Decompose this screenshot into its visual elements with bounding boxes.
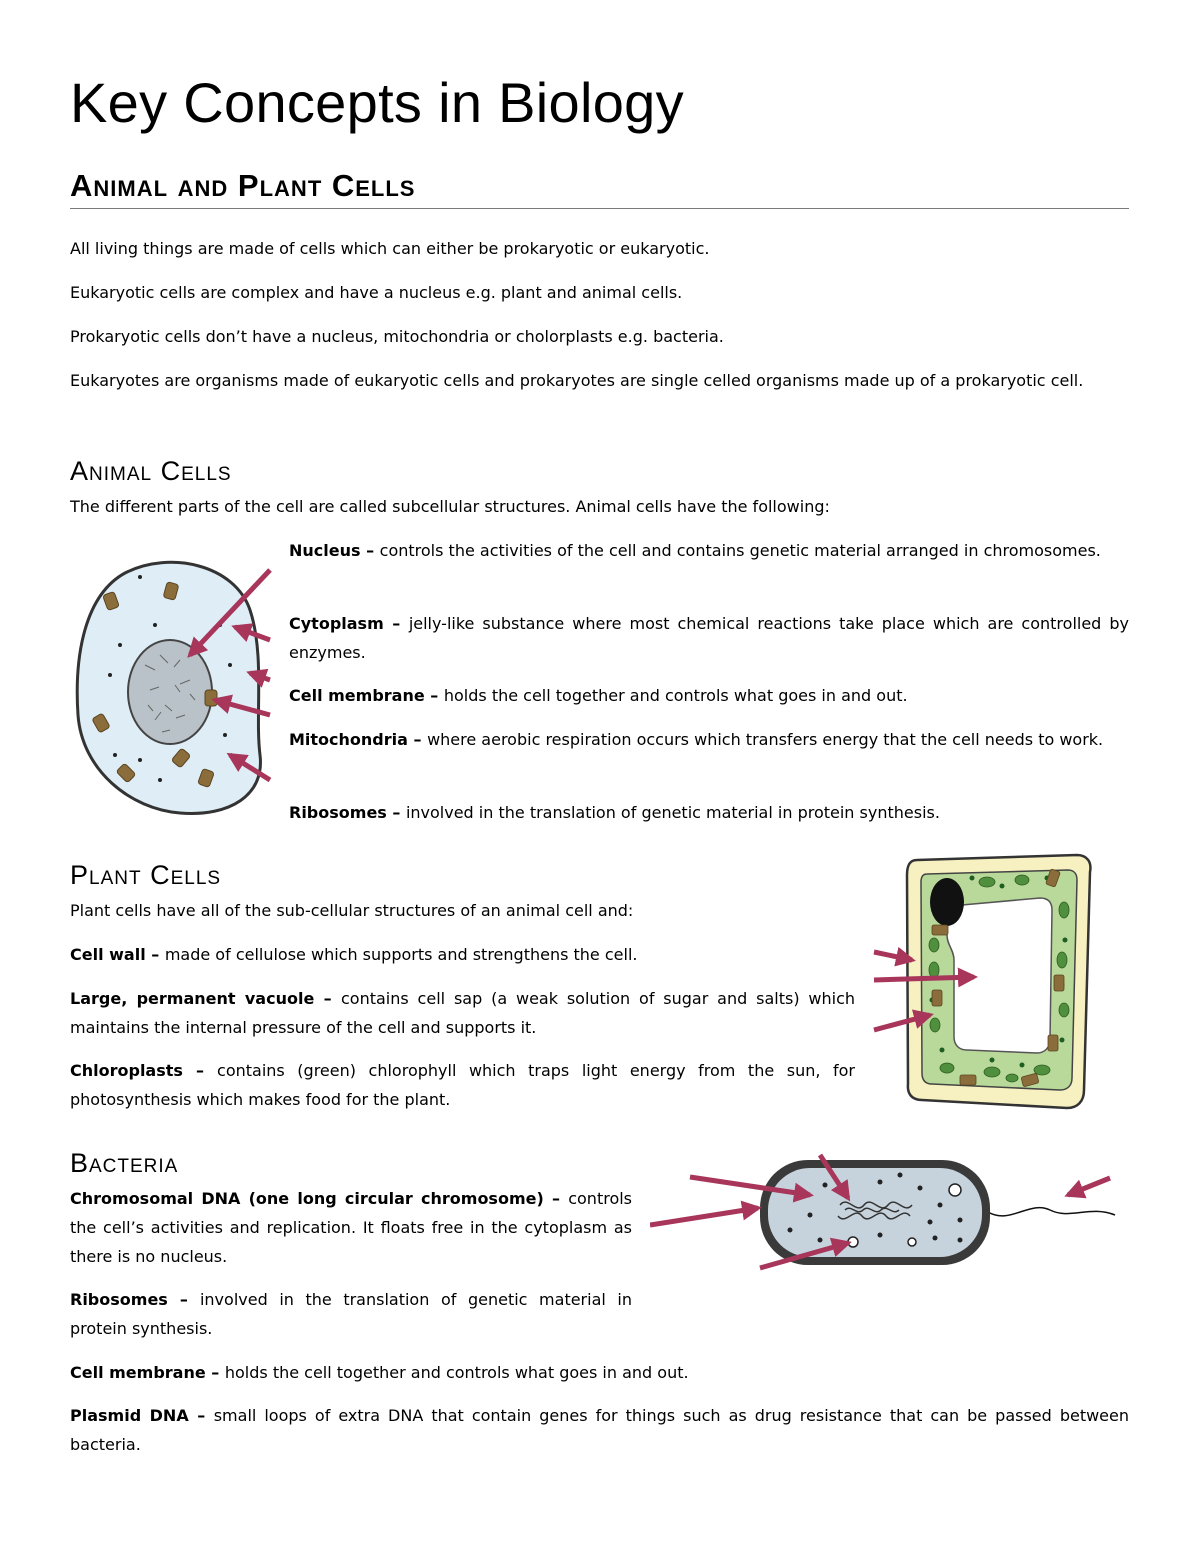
definition-term: Cell wall [70, 945, 146, 964]
definition-item [289, 536, 1129, 565]
separator: – [314, 989, 341, 1008]
definition-term: Nucleus [289, 541, 361, 560]
definition-term: Ribosomes [70, 1290, 168, 1309]
definition-item [70, 1056, 855, 1114]
animal-cells-heading: Animal Cells [70, 456, 232, 486]
definition-text: involved in the translation of genetic material in protein synthesis. [70, 1290, 633, 1338]
definition-text: where aerobic respiration occurs which transfers energy that the cell needs to work. [427, 730, 1104, 749]
definition-item [289, 725, 1129, 754]
bacteria-heading: Bacteria [70, 1148, 179, 1178]
plant-cells-heading: Plant Cells [70, 860, 222, 890]
animal-cell-diagram [70, 555, 275, 820]
definition-text: made of cellulose which supports and strengthens the cell. [164, 945, 638, 964]
definition-term: Cell membrane [70, 1363, 206, 1382]
definition-text: holds the cell together and controls what goes in and out. [443, 686, 908, 705]
definition-item [70, 1184, 632, 1271]
bacterium-diagram [650, 1150, 1120, 1275]
separator: – [145, 945, 165, 964]
definition-text: controls the cell’s activities and replication. It floats free in the cytoplasm as there is no nucleus. [70, 1189, 633, 1266]
separator: – [543, 1189, 569, 1208]
definition-term: Cell membrane [289, 686, 425, 705]
intro-paragraph: Eukaryotes are organisms made of eukaryotic cells and prokaryotes are single celled organisms made up of a prokaryotic cell. [70, 371, 1084, 390]
separator: – [424, 686, 444, 705]
definition-term: Plasmid DNA [70, 1406, 189, 1425]
separator: – [383, 614, 409, 633]
intro-paragraph: Eukaryotic cells are complex and have a nucleus e.g. plant and animal cells. [70, 283, 683, 302]
definition-text: contains cell sap (a weak solution of sugar and salts) which maintains the internal pressure of the cell and supports it. [70, 989, 856, 1037]
definition-item [70, 940, 855, 969]
definition-term: Cytoplasm [289, 614, 384, 633]
separator: – [182, 1061, 218, 1080]
separator: – [360, 541, 380, 560]
plant-cells-lead: Plant cells have all of the sub-cellular structures of an animal cell and: [70, 901, 634, 920]
definition-term: Chloroplasts [70, 1061, 183, 1080]
page-title: Key Concepts in Biology [70, 71, 684, 134]
definition-text: contains (green) chlorophyll which traps light energy from the sun, for photosynthesis which makes food for the plant. [70, 1061, 856, 1109]
definition-item [289, 681, 1129, 710]
definition-term: Mitochondria [289, 730, 408, 749]
intro-paragraph: All living things are made of cells which can either be prokaryotic or eukaryotic. [70, 239, 710, 258]
separator: – [167, 1290, 200, 1309]
definition-item [70, 1285, 632, 1343]
definition-term: Ribosomes [289, 803, 387, 822]
definition-text: jelly-like substance where most chemical reactions take place which are controlled by enzymes. [289, 614, 1130, 662]
definition-item [70, 1401, 1129, 1459]
definition-text: involved in the translation of genetic material in protein synthesis. [405, 803, 940, 822]
separator: – [205, 1363, 225, 1382]
definition-item [70, 1358, 1129, 1387]
separator: – [407, 730, 428, 749]
definition-item [289, 609, 1129, 667]
separator: – [386, 803, 406, 822]
definition-term: Large, permanent vacuole [70, 989, 315, 1008]
animal-cells-lead: The different parts of the cell are called subcellular structures. Animal cells have the following: [70, 497, 830, 516]
section-heading: Animal and Plant Cells [70, 168, 1129, 209]
separator: – [188, 1406, 214, 1425]
definition-text: controls the activities of the cell and contains genetic material arranged in chromosomes. [379, 541, 1101, 560]
definition-text: holds the cell together and controls what goes in and out. [224, 1363, 689, 1382]
definition-item [289, 798, 1129, 827]
definition-item [70, 984, 855, 1042]
plant-cell-diagram [872, 850, 1094, 1112]
definition-text: small loops of extra DNA that contain genes for things such as drug resistance that can be passed between bacteria. [70, 1406, 1129, 1454]
definition-term: Chromosomal DNA (one long circular chromosome) [70, 1189, 544, 1208]
intro-paragraph: Prokaryotic cells don’t have a nucleus, mitochondria or cholorplasts e.g. bacteria. [70, 327, 724, 346]
